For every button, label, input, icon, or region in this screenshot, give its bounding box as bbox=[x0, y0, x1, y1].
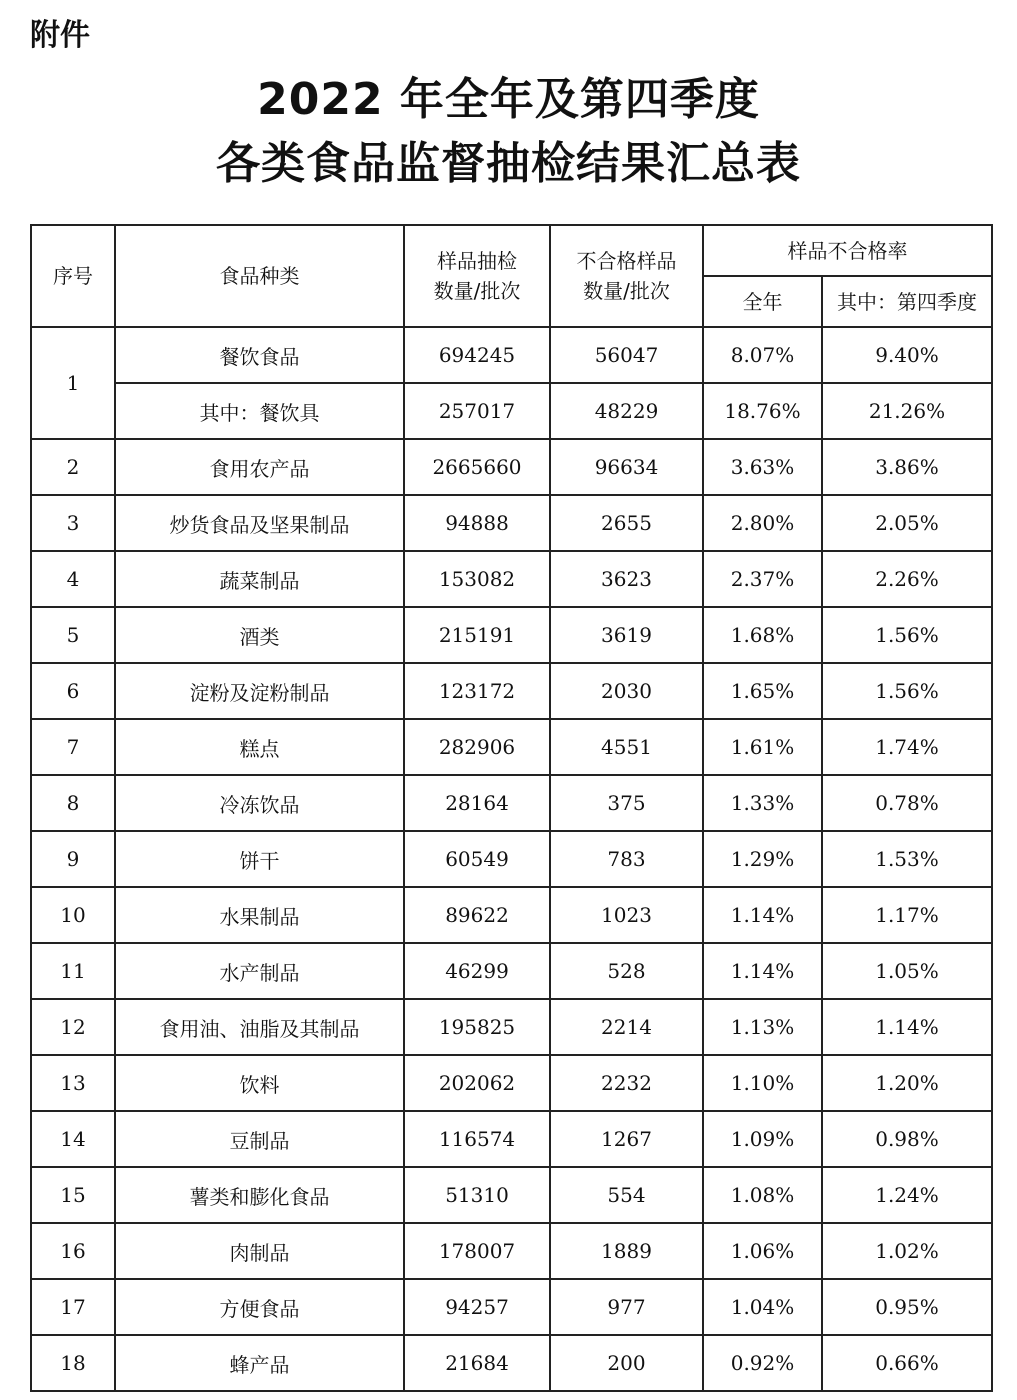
table-row bbox=[31, 887, 992, 943]
cell-unqualified: 528 bbox=[550, 943, 703, 999]
cell-category: 蔬菜制品 bbox=[115, 551, 404, 607]
cell-seq: 6 bbox=[31, 663, 115, 719]
cell-unqualified: 783 bbox=[550, 831, 703, 887]
cell-rate-q4: 0.95% bbox=[822, 1279, 992, 1335]
cell-category: 水果制品 bbox=[115, 887, 404, 943]
cell-rate-q4: 21.26% bbox=[822, 383, 992, 439]
cell-seq: 18 bbox=[31, 1335, 115, 1391]
cell-rate-q4: 1.02% bbox=[822, 1223, 992, 1279]
header-rate-q4: 其中：第四季度 bbox=[822, 276, 992, 327]
cell-rate-q4: 0.78% bbox=[822, 775, 992, 831]
cell-sampled: 123172 bbox=[404, 663, 550, 719]
cell-rate-year: 1.68% bbox=[703, 607, 822, 663]
cell-category: 淀粉及淀粉制品 bbox=[115, 663, 404, 719]
table-row bbox=[31, 1111, 992, 1167]
cell-unqualified: 554 bbox=[550, 1167, 703, 1223]
cell-seq: 13 bbox=[31, 1055, 115, 1111]
cell-category: 蜂产品 bbox=[115, 1335, 404, 1391]
table-row bbox=[31, 383, 992, 439]
table-row bbox=[31, 439, 992, 495]
cell-sampled: 51310 bbox=[404, 1167, 550, 1223]
cell-rate-year: 1.33% bbox=[703, 775, 822, 831]
cell-category: 水产制品 bbox=[115, 943, 404, 999]
cell-rate-year: 2.37% bbox=[703, 551, 822, 607]
table-row bbox=[31, 1223, 992, 1279]
cell-category: 酒类 bbox=[115, 607, 404, 663]
header-unqualified bbox=[550, 225, 703, 327]
cell-rate-year: 3.63% bbox=[703, 439, 822, 495]
cell-seq: 17 bbox=[31, 1279, 115, 1335]
cell-sampled: 21684 bbox=[404, 1335, 550, 1391]
table-row bbox=[31, 663, 992, 719]
cell-rate-q4: 1.17% bbox=[822, 887, 992, 943]
cell-rate-q4: 0.66% bbox=[822, 1335, 992, 1391]
cell-rate-year: 8.07% bbox=[703, 327, 822, 383]
cell-category: 饼干 bbox=[115, 831, 404, 887]
cell-unqualified: 1023 bbox=[550, 887, 703, 943]
header-sampled bbox=[404, 225, 550, 327]
attachment-label: 附件 bbox=[30, 18, 90, 53]
cell-rate-year: 1.10% bbox=[703, 1055, 822, 1111]
cell-unqualified: 2232 bbox=[550, 1055, 703, 1111]
cell-sampled: 202062 bbox=[404, 1055, 550, 1111]
table-row bbox=[31, 775, 992, 831]
cell-rate-q4: 2.26% bbox=[822, 551, 992, 607]
cell-category: 方便食品 bbox=[115, 1279, 404, 1335]
cell-seq: 10 bbox=[31, 887, 115, 943]
cell-sampled: 28164 bbox=[404, 775, 550, 831]
table-row bbox=[31, 719, 992, 775]
cell-rate-q4: 1.24% bbox=[822, 1167, 992, 1223]
cell-category: 炒货食品及坚果制品 bbox=[115, 495, 404, 551]
cell-seq: 2 bbox=[31, 439, 115, 495]
cell-unqualified: 3623 bbox=[550, 551, 703, 607]
cell-seq: 7 bbox=[31, 719, 115, 775]
header-unqualified-line2: 数量/批次 bbox=[583, 279, 670, 303]
cell-sampled: 282906 bbox=[404, 719, 550, 775]
cell-rate-year: 1.08% bbox=[703, 1167, 822, 1223]
table-row bbox=[31, 607, 992, 663]
cell-rate-year: 0.92% bbox=[703, 1335, 822, 1391]
cell-category: 豆制品 bbox=[115, 1111, 404, 1167]
cell-sampled: 694245 bbox=[404, 327, 550, 383]
cell-rate-year: 1.04% bbox=[703, 1279, 822, 1335]
table-row bbox=[31, 327, 992, 383]
cell-unqualified: 3619 bbox=[550, 607, 703, 663]
table-row bbox=[31, 1279, 992, 1335]
cell-rate-year: 18.76% bbox=[703, 383, 822, 439]
cell-rate-q4: 1.05% bbox=[822, 943, 992, 999]
cell-sampled: 60549 bbox=[404, 831, 550, 887]
cell-sampled: 94888 bbox=[404, 495, 550, 551]
cell-unqualified: 1889 bbox=[550, 1223, 703, 1279]
cell-unqualified: 200 bbox=[550, 1335, 703, 1391]
cell-rate-q4: 9.40% bbox=[822, 327, 992, 383]
cell-seq: 9 bbox=[31, 831, 115, 887]
cell-category: 饮料 bbox=[115, 1055, 404, 1111]
cell-unqualified: 2030 bbox=[550, 663, 703, 719]
cell-category: 肉制品 bbox=[115, 1223, 404, 1279]
cell-unqualified: 48229 bbox=[550, 383, 703, 439]
cell-rate-year: 1.13% bbox=[703, 999, 822, 1055]
cell-rate-q4: 1.53% bbox=[822, 831, 992, 887]
cell-unqualified: 2655 bbox=[550, 495, 703, 551]
page-title-line2: 各类食品监督抽检结果汇总表 bbox=[216, 138, 801, 189]
cell-unqualified: 4551 bbox=[550, 719, 703, 775]
cell-sampled: 153082 bbox=[404, 551, 550, 607]
cell-category: 糕点 bbox=[115, 719, 404, 775]
cell-rate-year: 2.80% bbox=[703, 495, 822, 551]
cell-rate-year: 1.09% bbox=[703, 1111, 822, 1167]
header-category: 食品种类 bbox=[115, 225, 404, 327]
cell-sampled: 2665660 bbox=[404, 439, 550, 495]
cell-sampled: 94257 bbox=[404, 1279, 550, 1335]
table-row bbox=[31, 999, 992, 1055]
cell-rate-q4: 2.05% bbox=[822, 495, 992, 551]
cell-seq: 12 bbox=[31, 999, 115, 1055]
header-rate-group: 样品不合格率 bbox=[703, 225, 992, 276]
cell-unqualified: 2214 bbox=[550, 999, 703, 1055]
header-sampled-line2: 数量/批次 bbox=[433, 279, 521, 303]
cell-sampled: 178007 bbox=[404, 1223, 550, 1279]
cell-seq: 3 bbox=[31, 495, 115, 551]
table-row bbox=[31, 831, 992, 887]
cell-sampled: 195825 bbox=[404, 999, 550, 1055]
cell-seq: 15 bbox=[31, 1167, 115, 1223]
results-table bbox=[30, 224, 993, 1392]
cell-rate-q4: 1.74% bbox=[822, 719, 992, 775]
table-row bbox=[31, 943, 992, 999]
cell-sampled: 257017 bbox=[404, 383, 550, 439]
cell-rate-q4: 1.20% bbox=[822, 1055, 992, 1111]
cell-rate-q4: 0.98% bbox=[822, 1111, 992, 1167]
cell-category: 食用油、油脂及其制品 bbox=[115, 999, 404, 1055]
cell-category: 餐饮食品 bbox=[115, 327, 404, 383]
cell-rate-q4: 3.86% bbox=[822, 439, 992, 495]
cell-rate-q4: 1.56% bbox=[822, 663, 992, 719]
cell-sampled: 89622 bbox=[404, 887, 550, 943]
header-seq: 序号 bbox=[31, 225, 115, 327]
cell-category: 薯类和膨化食品 bbox=[115, 1167, 404, 1223]
header-unqualified-line1: 不合格样品 bbox=[576, 249, 677, 273]
table-row bbox=[31, 1055, 992, 1111]
cell-category: 冷冻饮品 bbox=[115, 775, 404, 831]
table-row bbox=[31, 551, 992, 607]
cell-rate-q4: 1.14% bbox=[822, 999, 992, 1055]
cell-seq: 5 bbox=[31, 607, 115, 663]
cell-seq: 8 bbox=[31, 775, 115, 831]
cell-rate-year: 1.06% bbox=[703, 1223, 822, 1279]
header-sampled-line1: 样品抽检 bbox=[437, 249, 517, 273]
cell-rate-year: 1.14% bbox=[703, 943, 822, 999]
cell-rate-year: 1.61% bbox=[703, 719, 822, 775]
cell-category: 食用农产品 bbox=[115, 439, 404, 495]
cell-seq: 11 bbox=[31, 943, 115, 999]
cell-unqualified: 1267 bbox=[550, 1111, 703, 1167]
cell-rate-year: 1.14% bbox=[703, 887, 822, 943]
cell-rate-q4: 1.56% bbox=[822, 607, 992, 663]
cell-unqualified: 56047 bbox=[550, 327, 703, 383]
cell-unqualified: 977 bbox=[550, 1279, 703, 1335]
cell-sampled: 116574 bbox=[404, 1111, 550, 1167]
header-rate-year: 全年 bbox=[703, 276, 822, 327]
cell-unqualified: 96634 bbox=[550, 439, 703, 495]
page-title-line1: 2022 年全年及第四季度 bbox=[257, 74, 760, 125]
table-row bbox=[31, 1167, 992, 1223]
cell-unqualified: 375 bbox=[550, 775, 703, 831]
cell-category: 其中：餐饮具 bbox=[115, 383, 404, 439]
cell-sampled: 46299 bbox=[404, 943, 550, 999]
cell-rate-year: 1.29% bbox=[703, 831, 822, 887]
cell-seq: 14 bbox=[31, 1111, 115, 1167]
table-row bbox=[31, 1335, 992, 1391]
table-row bbox=[31, 495, 992, 551]
cell-seq: 1 bbox=[31, 327, 115, 439]
cell-seq: 16 bbox=[31, 1223, 115, 1279]
cell-sampled: 215191 bbox=[404, 607, 550, 663]
cell-rate-year: 1.65% bbox=[703, 663, 822, 719]
cell-seq: 4 bbox=[31, 551, 115, 607]
